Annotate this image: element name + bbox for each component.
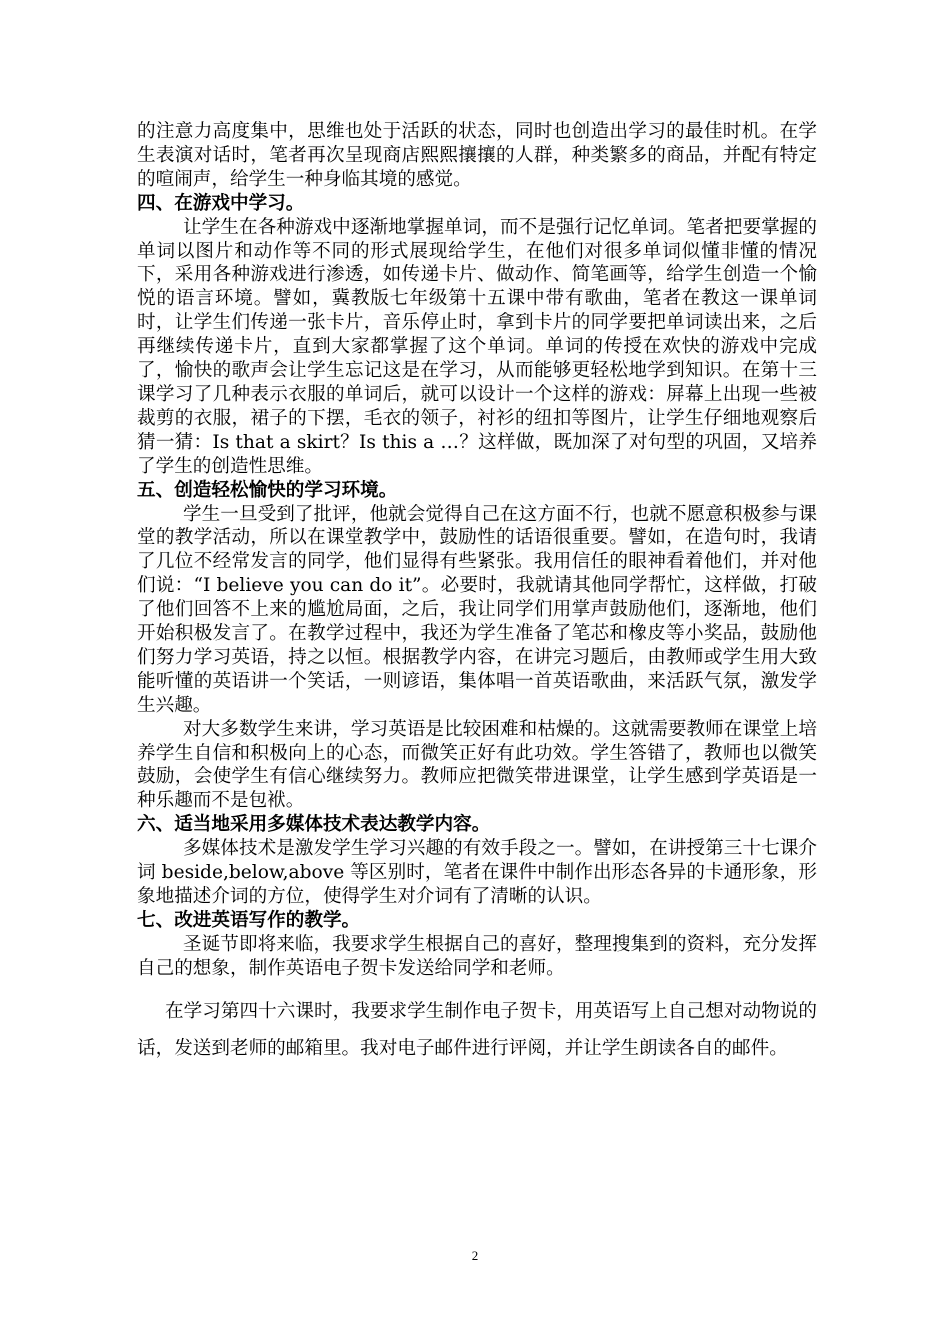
section-heading-6: 六、适当地采用多媒体技术表达教学内容。	[137, 814, 491, 836]
section-heading-5: 五、创造轻松愉快的学习环境。	[137, 479, 398, 501]
paragraph-christmas: 圣诞节即将来临，我要求学生根据自己的喜好，整理搜集到的资料，充分发挥自己的想象，制作英语电子贺卡发送给同学和老师。	[137, 933, 817, 979]
paragraph-email: 在学习第四十六课时，我要求学生制作电子贺卡，用英语写上自己想对动物说的话，发送到老师的邮箱里。我对电子邮件进行评阅，并让学生朗读各自的邮件。	[137, 1000, 817, 1059]
paragraph-games: 让学生在各种游戏中逐渐地掌握单词，而不是强行记忆单词。笔者把要掌握的单词以图片和动作等不同的形式展现给学生，在他们对很多单词似懂非懂的情况下，采用各种游戏进行渗透，如传递卡片、做动作、简笔画等，给学生创造一个愉悦的语言环境。譬如，冀教版七年级第十五课中带有歌曲，笔者在教这一课单词时，让学生们传递一张卡片，音乐停止时，拿到卡片的同学要把单词读出来，之后再继续传递卡片，直到大家都掌握了这个单词。单词的传授在欢快的游戏中完成了，愉快的歌声会让学生忘记这是在学习，从而能够更轻松地学到知识。在第十三课学习了几种表示衣服的单词后，就可以设计一个这样的游戏：屏幕上出现一些被裁剪的衣服，裙子的下摆，毛衣的领子，衬衫的纽扣等图片，让学生仔细地观察后猜一猜：Is that a skirt？Is this a …？这样做，既加深了对句型的巩固，又培养了学生的创造性思维。	[137, 216, 817, 477]
section-heading-4: 四、在游戏中学习。	[137, 192, 305, 214]
paragraph-smile: 对大多数学生来讲，学习英语是比较困难和枯燥的。这就需要教师在课堂上培养学生自信和积极向上的心态，而微笑正好有此功效。学生答错了，教师也以微笑鼓励，会使学生有信心继续努力。教师应把微笑带进课堂，让学生感到学英语是一种乐趣而不是包袱。	[137, 718, 817, 812]
paragraph-multimedia: 多媒体技术是激发学生学习兴趣的有效手段之一。譬如，在讲授第三十七课介词 beside,below,above 等区别时，笔者在课件中制作出形态各异的卡通形象，形象地描述介词的方位，使得学生对介词有了清晰的认识。	[137, 838, 817, 907]
paragraph-continuation: 的注意力高度集中，思维也处于活跃的状态，同时也创造出学习的最佳时机。在学生表演对话时，笔者再次呈现商店熙熙攘攘的人群，种类繁多的商品，并配有特定的喧闹声，给学生一种身临其境的感觉。	[137, 121, 817, 190]
paragraph-environment: 学生一旦受到了批评，他就会觉得自己在这方面不行，也就不愿意积极参与课堂的教学活动，所以在课堂教学中，鼓励性的话语很重要。譬如，在造句时，我请了几位不经常发言的同学，他们显得有些紧张。我用信任的眼神看着他们，并对他们说：“I believe you can do it”。必要时，我就请其他同学帮忙，这样做，打破了他们回答不上来的尴尬局面，之后，我让同学们用掌声鼓励他们，逐渐地，他们开始积极发言了。在教学过程中，我还为学生准备了笔芯和橡皮等小奖品，鼓励他们努力学习英语，持之以恒。根据教学内容，在讲完习题后，由教师或学生用大致能听懂的英语讲一个笑话，一则谚语，集体唱一首英语歌曲，来活跃气氛，激发学生兴趣。	[137, 503, 817, 716]
page-number: 2	[471, 1248, 479, 1263]
document-body	[137, 120, 817, 1085]
section-heading-7: 七、改进英语写作的教学。	[137, 909, 361, 931]
